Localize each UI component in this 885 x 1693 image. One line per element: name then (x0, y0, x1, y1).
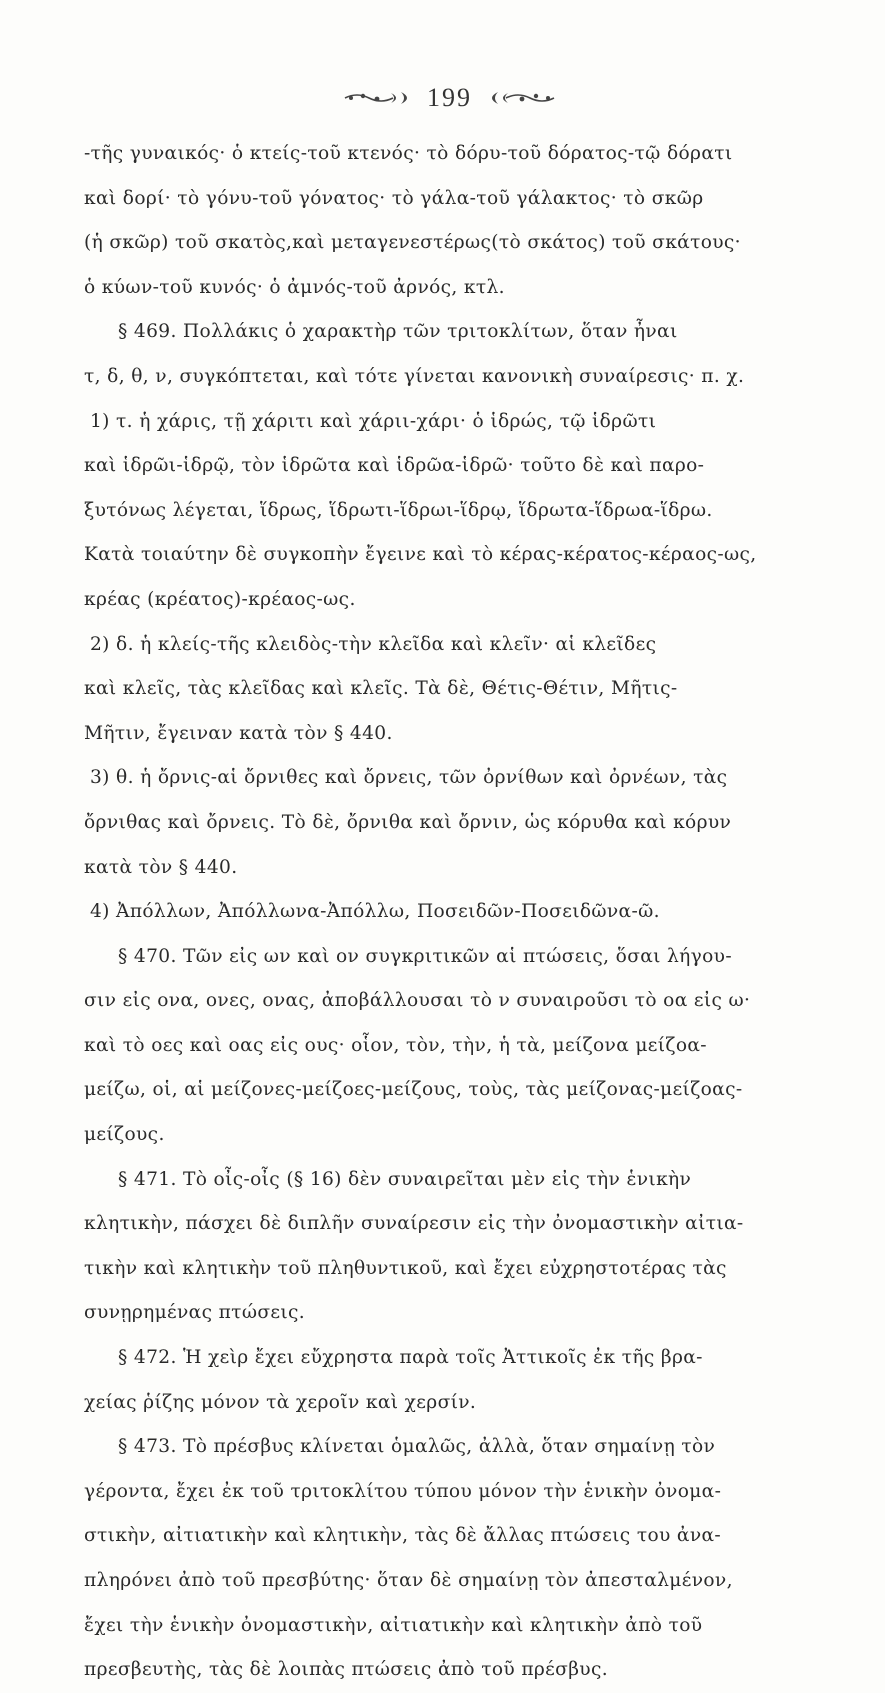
section-469-start: § 469. Πολλάκις ὁ χαρακτὴρ τῶν τριτοκλίτων, ὅταν ἦναι (118, 321, 678, 343)
text-line: καὶ κλεῖς, τὰς κλεῖδας καὶ κλεῖς. Τὰ δὲ, Θέτις-Θέτιν, Μῆτις- (84, 678, 678, 700)
text-line: -τῆς γυναικός· ὁ κτείς-τοῦ κτενός· τὸ δόρυ-τοῦ δόρατος-τῷ δόρατι (84, 143, 733, 164)
subsection-3-start: 3) θ. ἡ ὄρνις-αἱ ὄρνιθες καὶ ὄρνεις, τῶν ὀρνίθων καὶ ὀρνέων, τὰς (90, 767, 728, 789)
subsection-2-start: 2) δ. ἡ κλείς-τῆς κλειδὸς-τὴν κλεῖδα καὶ κλεῖν· αἱ κλεῖδες (90, 633, 657, 655)
page-header (84, 78, 815, 118)
section-473-start: § 473. Τὸ πρέσβυς κλίνεται ὁμαλῶς, ἀλλὰ, ὅταν σημαίνῃ τὸν (118, 1436, 716, 1458)
text-line: Κατὰ τοιαύτην δὲ συγκοπὴν ἔγεινε καὶ τὸ κέρας-κέρατος-κέραος-ως, (84, 544, 757, 566)
text-line: (ἡ σκῶρ) τοῦ σκατὸς,καὶ μεταγενεστέρως(τὸ σκάτος) τοῦ σκάτους· (84, 232, 741, 254)
subsection-4-start: 4) Ἀπόλλων, Ἀπόλλωνα-Ἀπόλλω, Ποσειδῶν-Ποσειδῶνα-ῶ. (90, 901, 660, 923)
text-line: σιν εἰς ονα, ονες, ονας, ἀποβάλλουσαι τὸ ν συναιροῦσι τὸ οα εἰς ω· (84, 990, 751, 1012)
text-line: κρέας (κρέατος)-κρέαος-ως. (84, 588, 356, 610)
text-line: γέροντα, ἔχει ἐκ τοῦ τριτοκλίτου τύπου μόνον τὴν ἑνικὴν ὀνομα- (84, 1480, 722, 1502)
text-line: τικὴν καὶ κλητικὴν τοῦ πληθυντικοῦ, καὶ ἔχει εὐχρηστοτέρας τὰς (84, 1257, 727, 1279)
text-line: καὶ δορί· τὸ γόνυ-τοῦ γόνατος· τὸ γάλα-τοῦ γάλακτος· τὸ σκῶρ (84, 187, 704, 209)
floral-ornament-right-icon (484, 89, 556, 107)
text-line: ἔχει τὴν ἑνικὴν ὀνομαστικὴν, αἰτιατικὴν καὶ κλητικὴν ἀπὸ τοῦ (84, 1614, 703, 1636)
text-line: καὶ τὸ οες καὶ οας εἰς ους· οἷον, τὸν, τὴν, ἡ τὰ, μείζονα μείζοα- (84, 1034, 707, 1056)
text-line: στικὴν, αἰτιατικὴν καὶ κλητικὴν, τὰς δὲ ἄλλας πτώσεις του ἀνα- (84, 1525, 722, 1547)
text-line: πρεσβευτὴς, τὰς δὲ λοιπὰς πτώσεις ἀπὸ τοῦ πρέσβυς. (84, 1659, 608, 1681)
text-line: χείας ῥίζης μόνον τὰ χεροῖν καὶ χερσίν. (84, 1391, 477, 1413)
text-line: μείζους. (84, 1124, 165, 1146)
text-line: πληρόνει ἀπὸ τοῦ πρεσβύτης· ὅταν δὲ σημαίνῃ τὸν ἀπεσταλμένον, (84, 1570, 733, 1591)
text-line: καὶ ἱδρῶι-ἱδρῷ, τὸν ἱδρῶτα καὶ ἱδρῶα-ἱδρῶ· τοῦτο δὲ καὶ παρο- (84, 455, 705, 477)
page-number: 199 (427, 83, 472, 112)
text-line: κατὰ τὸν § 440. (84, 856, 238, 878)
text-line: μείζω, οἱ, αἱ μείζονες-μείζοες-μείζους, τοὺς, τὰς μείζονας-μείζοας- (84, 1079, 743, 1101)
subsection-1-start: 1) τ. ἡ χάρις, τῇ χάριτι καὶ χάριι-χάρι· ὁ ἱδρώς, τῷ ἱδρῶτι (90, 410, 657, 432)
section-470-start: § 470. Τῶν εἰς ων καὶ ον συγκριτικῶν αἱ πτώσεις, ὅσαι λήγου- (118, 945, 732, 967)
text-line: ξυτόνως λέγεται, ἵδρως, ἵδρωτι-ἵδρωι-ἵδρῳ, ἵδρωτα-ἵδρωα-ἵδρω. (84, 499, 713, 521)
text-line: συνῃρημένας πτώσεις. (84, 1302, 306, 1324)
section-472-start: § 472. Ἡ χεὶρ ἔχει εὔχρηστα παρὰ τοῖς Ἀττικοῖς ἐκ τῆς βρα- (118, 1347, 703, 1369)
page-body-text (84, 132, 815, 1693)
text-line: ὄρνιθας καὶ ὄρνεις. Τὸ δὲ, ὄρνιθα καὶ ὄρνιν, ὡς κόρυθα καὶ κόρυν (84, 811, 732, 833)
text-line: ὁ κύων-τοῦ κυνός· ὁ ἀμνός-τοῦ ἀρνός, κτλ. (84, 276, 505, 298)
text-line: κλητικὴν, πάσχει δὲ διπλῆν συναίρεσιν εἰς τὴν ὀνομαστικὴν αἰτια- (84, 1213, 744, 1235)
text-line: τ, δ, θ, ν, συγκόπτεται, καὶ τότε γίνεται κανονικὴ συναίρεσις· π. χ. (84, 365, 745, 387)
text-line: Μῆτιν, ἔγειναν κατὰ τὸν § 440. (84, 722, 393, 744)
floral-ornament-left-icon (343, 89, 415, 107)
section-471-start: § 471. Τὸ οἶς-οἶς (§ 16) δὲν συναιρεῖται μὲν εἰς τὴν ἑνικὴν (118, 1168, 692, 1190)
